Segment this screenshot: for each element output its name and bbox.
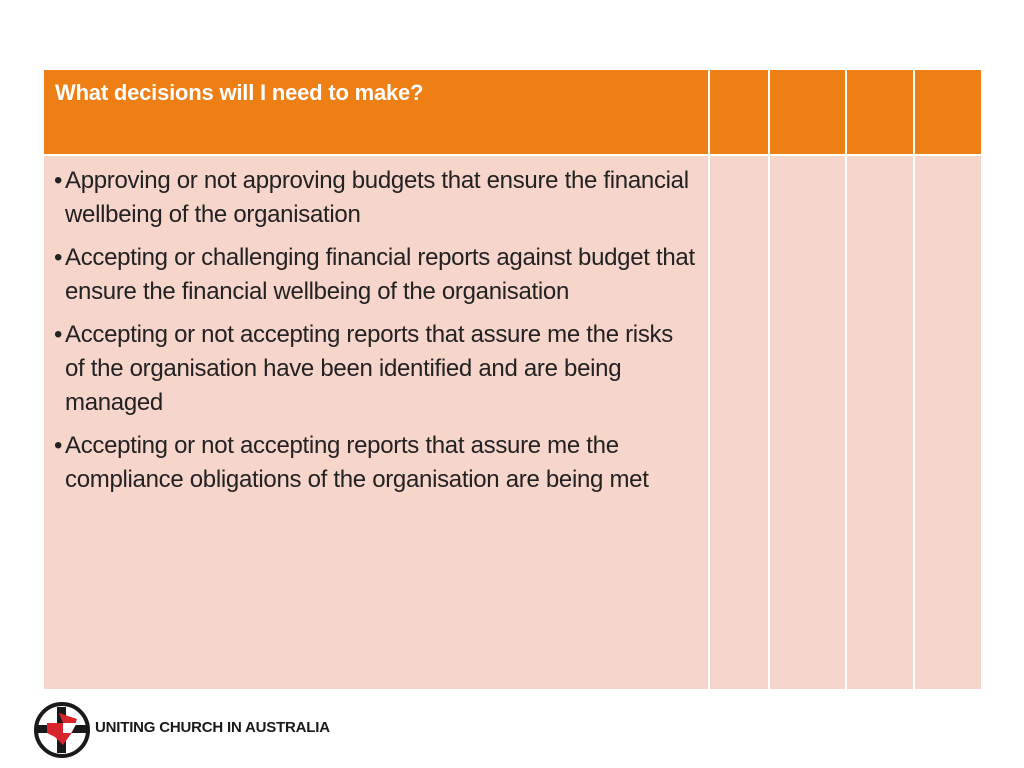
body-cell-empty-4 — [914, 155, 982, 690]
header-cell-empty-2 — [769, 69, 846, 155]
list-item-text: Approving or not approving budgets that ensure the financial wellbeing of the organisation — [65, 167, 689, 228]
body-cell-empty-3 — [846, 155, 914, 690]
list-item-text: Accepting or not accepting reports that assure me the compliance obligations of the organisation are being met — [65, 432, 649, 493]
table-header-title: What decisions will I need to make? — [55, 80, 424, 105]
list-item-text: Accepting or not accepting reports that assure me the risks of the organisation have been identified and are being managed — [65, 321, 673, 416]
body-cell-empty-1 — [709, 155, 769, 690]
list-item-text: Accepting or challenging financial reports against budget that ensure the financial wellbeing of the organisation — [65, 244, 695, 305]
decisions-table — [42, 68, 983, 691]
decision-list — [44, 156, 708, 497]
bullet-icon: • — [54, 244, 63, 271]
list-item — [54, 164, 696, 232]
header-cell-decisions — [43, 69, 709, 155]
bullet-icon: • — [54, 432, 63, 459]
header-cell-empty-3 — [846, 69, 914, 155]
header-cell-empty-1 — [709, 69, 769, 155]
list-item — [54, 241, 696, 309]
organisation-name: UNITING CHURCH IN AUSTRALIA — [95, 719, 330, 736]
header-cell-empty-4 — [914, 69, 982, 155]
body-cell-decisions — [43, 155, 709, 690]
body-cell-empty-2 — [769, 155, 846, 690]
list-item — [54, 318, 696, 420]
uniting-church-logo-icon — [33, 701, 91, 759]
table-header-row — [43, 69, 982, 155]
bullet-icon: • — [54, 321, 63, 348]
list-item — [54, 429, 696, 497]
bullet-icon: • — [54, 167, 63, 194]
table-body-row — [43, 155, 982, 690]
